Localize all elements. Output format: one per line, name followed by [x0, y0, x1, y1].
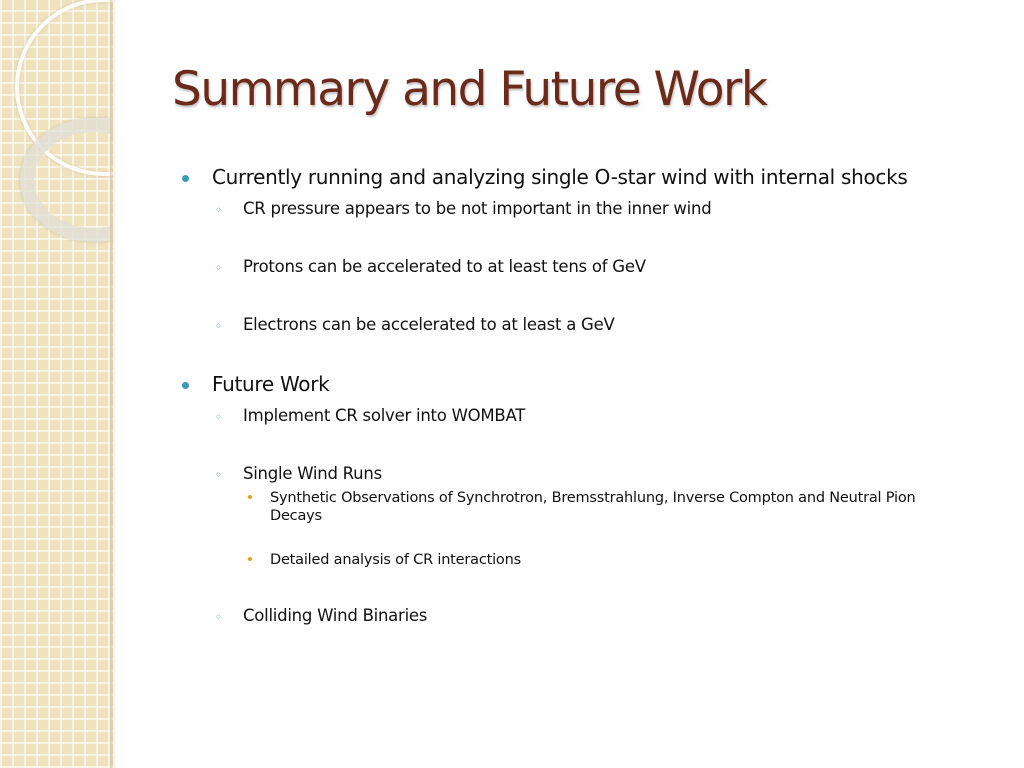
sub-bullet-circle-icon: ◦ — [215, 261, 223, 275]
sub-sub-bullet-item: Detailed analysis of CR interactions — [270, 552, 521, 568]
sub-bullet-item: Colliding Wind Binaries — [243, 606, 428, 625]
sub-bullet-circle-icon: ◦ — [215, 319, 223, 333]
sub-sub-bullet-dot-icon — [248, 495, 252, 499]
sub-bullet-item: Protons can be accelerated to at least tens of GeV — [243, 257, 646, 276]
bullet-item: Future Work — [212, 372, 330, 396]
sub-sub-bullet-dot-icon — [248, 557, 252, 561]
sub-bullet-circle-icon: ◦ — [215, 610, 223, 624]
sub-bullet-item: CR pressure appears to be not important in the inner wind — [243, 199, 712, 218]
sub-bullet-circle-icon: ◦ — [215, 203, 223, 217]
bullet-item: Currently running and analyzing single O-star wind with internal shocks — [212, 165, 908, 189]
bullet-dot-icon — [182, 382, 189, 389]
bullet-dot-icon — [182, 175, 189, 182]
sub-bullet-circle-icon: ◦ — [215, 468, 223, 482]
slide-title: Summary and Future Work — [172, 62, 767, 117]
sub-bullet-item: Single Wind Runs — [243, 464, 382, 483]
sub-bullet-circle-icon: ◦ — [215, 410, 223, 424]
sub-sub-bullet-item: Synthetic Observations of Synchrotron, Bremsstrahlung, Inverse Compton and Neutral Pion Decays — [270, 490, 916, 524]
sub-bullet-item: Implement CR solver into WOMBAT — [243, 406, 526, 425]
sub-bullet-item: Electrons can be accelerated to at least a GeV — [243, 315, 615, 334]
